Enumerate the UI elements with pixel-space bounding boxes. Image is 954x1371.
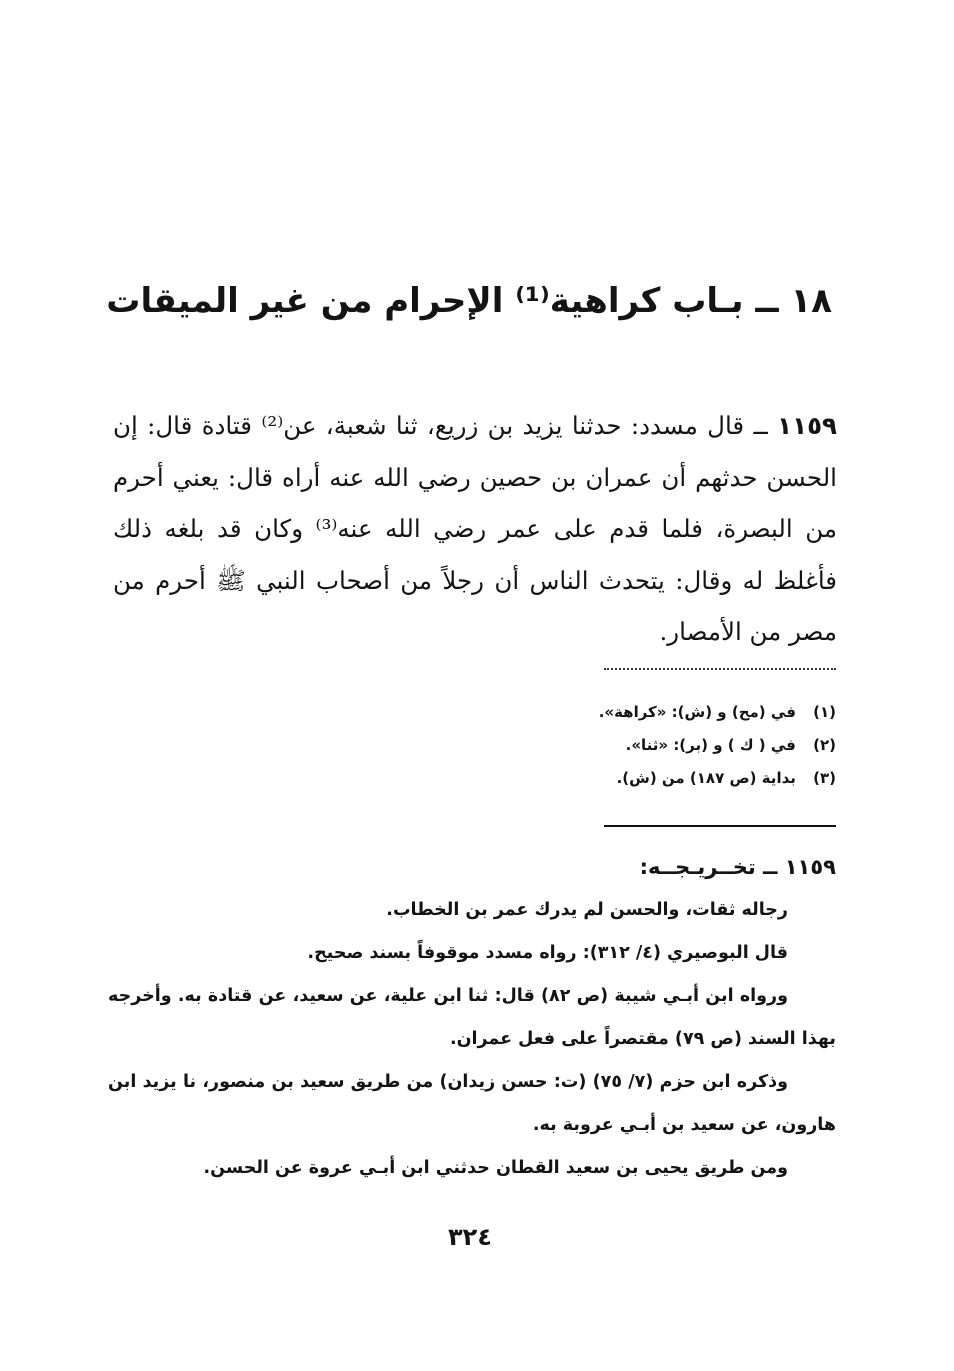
footnote-mark: (٣) <box>813 769 836 787</box>
page-number: ٣٢٤ <box>448 1223 492 1251</box>
footnote-mark: (١) <box>813 703 836 721</box>
footnote-text: في (مح) و (ش): «كراهة». <box>598 703 796 721</box>
footnote-text: بداية (ص ١٨٧) من (ش). <box>616 769 796 787</box>
takhrij-paragraph: قال البوصيري (٤/ ٣١٢): رواه مسدد موقوفاً بسند صحيح. <box>307 943 788 963</box>
takhrij-paragraph: وذكره ابن حزم (٧/ ٧٥) (ت: حسن زيدان) من طريق سعيد بن منصور، نا يزيد ابن هارون، عن سعيد بن أبـي عروبة به. <box>108 1072 836 1135</box>
footnote-mark: (٢) <box>813 736 836 754</box>
footnote-dotted-separator <box>604 668 836 670</box>
takhrij-paragraph: ورواه ابن أبـي شيبة (ص ٨٢) قال: ثنا ابن علية، عن سعيد، عن قتادة به. وأخرجه بهذا السند (ص ٧٩) مقتصراً على فعل عمران. <box>108 986 836 1049</box>
footnote-item <box>400 696 836 729</box>
takhrij-paragraph: ومن طريق يحيى بن سعيد القطان حدثني ابن أبـي عروة عن الحسن. <box>203 1158 788 1178</box>
takhrij-heading: ١١٥٩ ــ تخــريـجــه: <box>639 855 836 879</box>
hadith-paragraph <box>113 400 837 658</box>
takhrij-section <box>108 846 836 1190</box>
hadith-number: ١١٥٩ <box>777 411 837 440</box>
section-rule <box>604 825 836 827</box>
hadith-text: ــ قال مسدد: حدثنا يزيد بن زريع، ثنا شعبة، عن⁽²⁾ قتادة قال: إن الحسن حدثهم أن عمران بن حصين رضي الله عنه أراه قال: يعني أحرم من البصرة، فلما قدم على عمر رضي الله عنه⁽³⁾ وكان قد بلغه ذلك فأغلظ له وقال: يتحدث الناس أن رجلاً من أصحاب النبي ﷺ أحرم من مصر من الأمصار. <box>113 411 837 646</box>
footnote-item <box>400 729 836 762</box>
footnote-text: في ( ك ) و (بر): «ثنا». <box>625 736 796 754</box>
footnotes <box>400 696 836 795</box>
chapter-title: ١٨ ــ بـاب كراهية⁽¹⁾ الإحرام من غير الميقات <box>106 281 832 321</box>
takhrij-paragraph: رجاله ثقات، والحسن لم يدرك عمر بن الخطاب. <box>386 900 788 920</box>
footnote-item <box>400 762 836 795</box>
